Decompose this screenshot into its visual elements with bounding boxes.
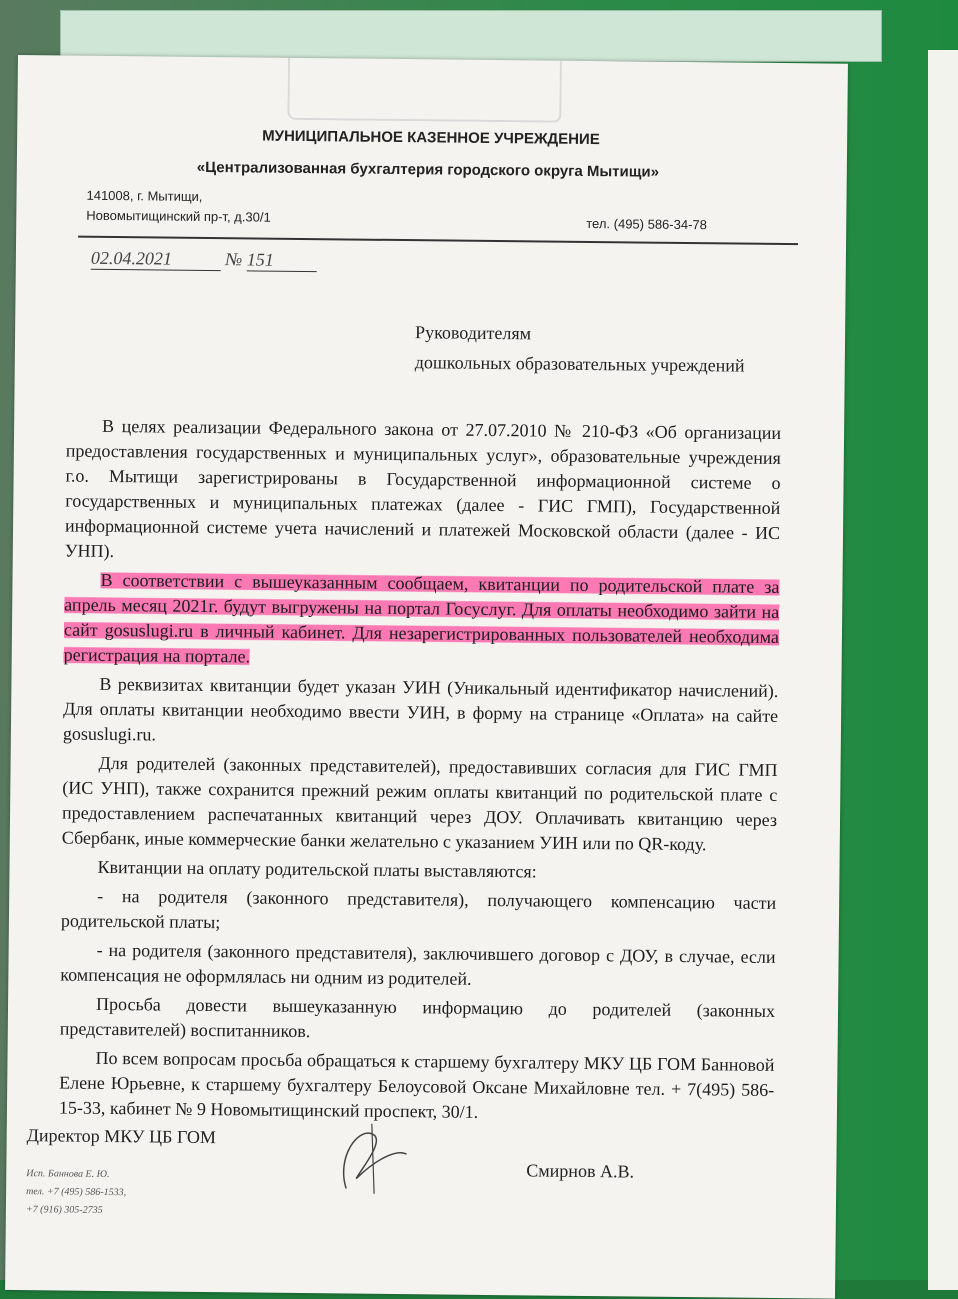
letter-body <box>59 414 781 1132</box>
paragraph-highlighted <box>64 568 780 675</box>
list-item-1: - на родителя (законного представителя), получающего компенсацию части родительской платы; <box>60 885 777 933</box>
paragraph-parents: Для родителей (законных представителей), предоставивших согласия для ГИС ГМП (ИС УНП), также сохранится прежний режим оплаты квитанций по родительской плате с предоставлением распечатанных квитанций через ДОУ. Оплачивать квитанцию через Сбербанк, иные коммерческие банки желательно с указанием УИН или по QR-коду. <box>61 752 778 855</box>
paragraph-uin: В реквизитах квитанции будет указан УИН (Уникальный идентификатор начислений). Для оплаты квитанции необходимо ввести УИН, в форму на странице «Оплата» на сайте gosuslugi.ru. <box>62 673 779 745</box>
address-line-2: Новомытищинский пр-т, д.30/1 <box>86 207 271 225</box>
executor-phone-2: +7 (916) 305-2735 <box>25 1204 103 1216</box>
addressee-block <box>415 317 745 380</box>
address-line-1: 141008, г. Мытищи, <box>86 187 203 204</box>
handwritten-signature <box>326 1118 417 1199</box>
document-number: 151 <box>247 249 317 272</box>
paragraph-contacts: По всем вопросам просьба обращаться к старшему бухгалтеру МКУ ЦБ ГОМ Банновой Елене Юрьевне, к старшему бухгалтеру Белоусовой Оксане Михайловне тел. + 7(495) 586-15-33, кабинет № 9 Новомытищинский проспект, 30/1. <box>58 1047 775 1122</box>
organization-name: «Централизованная бухгалтерия городского округа Мытищи» <box>196 158 660 181</box>
adjacent-paper <box>928 50 958 1290</box>
paragraph-law-reference: В целях реализации Федерального закона от 27.07.2010 № 210-ФЗ «Об организации предоставления государственных и муниципальных услуг», образовательные учреждения г.о. Мытищи зарегистрированы в Государственной информационной системе о государственных и муниципальных платежах (далее - ГИС ГМП), Государственной информационной системе учета начислений и платежей Московской области (далее - ИС УНП). <box>64 415 782 562</box>
addressee-line-1: Руководителям <box>415 322 532 344</box>
plastic-clip <box>287 58 562 123</box>
addressee-line-2: дошкольных образовательных учреждений <box>414 352 745 376</box>
number-sign: № <box>225 249 243 270</box>
paragraph-request: Просьба довести вышеуказанную информацию до родителей (законных представителей) воспитанников. <box>59 993 776 1042</box>
executor-phone-1: тел. +7 (495) 586-1533, <box>26 1186 127 1199</box>
signatory-name: Смирнов А.В. <box>526 1160 635 1182</box>
header-divider <box>78 236 798 246</box>
organization-address <box>86 186 271 228</box>
signatory-position: Директор МКУ ЦБ ГОМ <box>26 1125 217 1148</box>
highlighted-text: В соответствии с вышеуказанным сообщаем, квитанции по родительской плате за апрель месяц 2021г. будут выгружены на портал Госуслуг. Для оплаты необходимо зайти на сайт gosuslugi.ru в личный кабинет. Для незарегистрированных пользователей необходима регистрация на портале. <box>63 569 780 667</box>
document-date: 02.04.2021 <box>91 248 221 271</box>
list-item-2: - на родителя (законного представителя), заключившего договор с ДОУ, в случае, если компенсация не оформлялась ни одним из родителей. <box>60 939 776 989</box>
document-reference <box>91 248 317 272</box>
letter-document <box>5 55 848 1299</box>
organization-phone: тел. (495) 586-34-78 <box>586 215 707 233</box>
paragraph-receipts: Квитанции на оплату родительской платы выставляются: <box>97 856 537 882</box>
organization-type: МУНИЦИПАЛЬНОЕ КАЗЕННОЕ УЧРЕЖДЕНИЕ <box>262 127 600 149</box>
folder-tab <box>60 10 882 62</box>
executor-info <box>26 1165 127 1220</box>
executor-name: Исп. Баннова Е. Ю. <box>26 1168 110 1181</box>
